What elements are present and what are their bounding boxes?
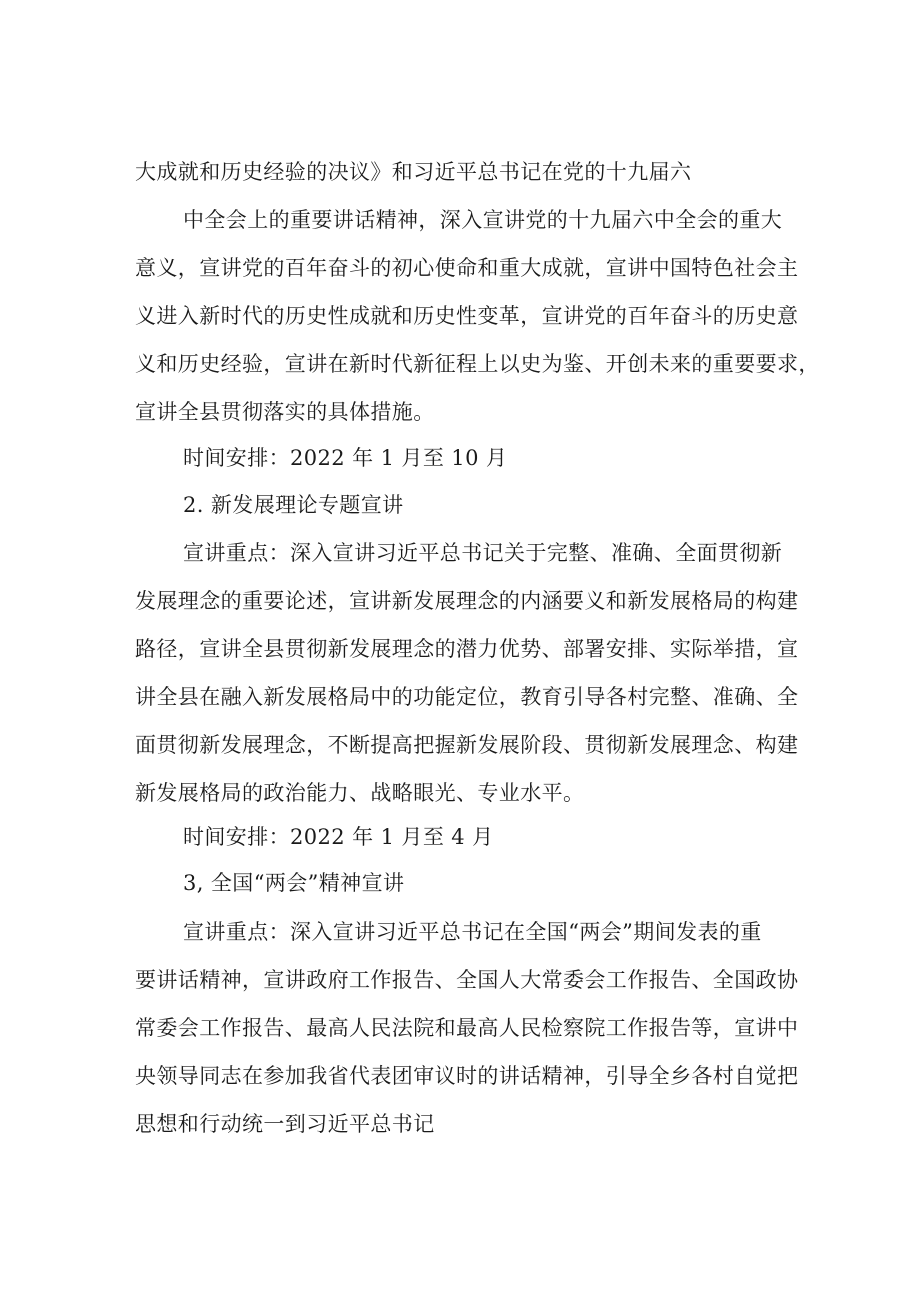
schedule-line-2: 时间安排：2022 年 1 月至 4 月 (183, 825, 494, 849)
text-line-2: 中全会上的重要讲话精神，深入宣讲党的十九届六中全会的重大 (183, 208, 783, 232)
text-line-5: 义和历史经验，宣讲在新时代新征程上以史为鉴、开创未来的重要要求， (135, 352, 820, 376)
text-line-4: 义进入新时代的历史性成就和历史性变革，宣讲党的百年奋斗的历史意 (135, 304, 799, 328)
section-heading-3: 3, 全国“两会”精神宣讲 (183, 871, 405, 895)
schedule-line-1: 时间安排：2022 年 1 月至 10 月 (183, 446, 508, 470)
section-heading-2: 2. 新发展理论专题宣讲 (183, 493, 404, 517)
text-line-18: 要讲话精神，宣讲政府工作报告、全国人大常委会工作报告、全国政协 (135, 968, 799, 992)
text-line-20: 央领导同志在参加我省代表团审议时的讲话精神，引导全乡各村自觉把 (135, 1064, 799, 1088)
text-line-11: 路径，宣讲全县贯彻新发展理念的潜力优势、部署安排、实际举措，宣 (135, 637, 799, 661)
text-line-10: 发展理念的重要论述，宣讲新发展理念的内涵要义和新发展格局的构建 (135, 589, 799, 613)
text-line-3: 意义，宣讲党的百年奋斗的初心使命和重大成就，宣讲中国特色社会主 (135, 256, 799, 280)
text-line-21: 思想和行动统一到习近平总书记 (135, 1112, 435, 1136)
text-line-9: 宣讲重点：深入宣讲习近平总书记关于完整、准确、全面贯彻新 (183, 541, 783, 565)
text-line-1: 大成就和历史经验的决议》和习近平总书记在党的十九届六 (135, 160, 692, 184)
text-line-6: 宣讲全县贯彻落实的具体措施。 (135, 400, 435, 424)
text-line-17: 宣讲重点：深入宣讲习近平总书记在全国“两会”期间发表的重 (183, 920, 762, 944)
text-line-13: 面贯彻新发展理念，不断提高把握新发展阶段、贯彻新发展理念、构建 (135, 733, 799, 757)
text-line-14: 新发展格局的政治能力、战略眼光、专业水平。 (135, 781, 585, 805)
text-line-19: 常委会工作报告、最高人民法院和最高人民检察院工作报告等，宣讲中 (135, 1016, 799, 1040)
text-line-12: 讲全县在融入新发展格局中的功能定位，教育引导各村完整、准确、全 (135, 685, 799, 709)
